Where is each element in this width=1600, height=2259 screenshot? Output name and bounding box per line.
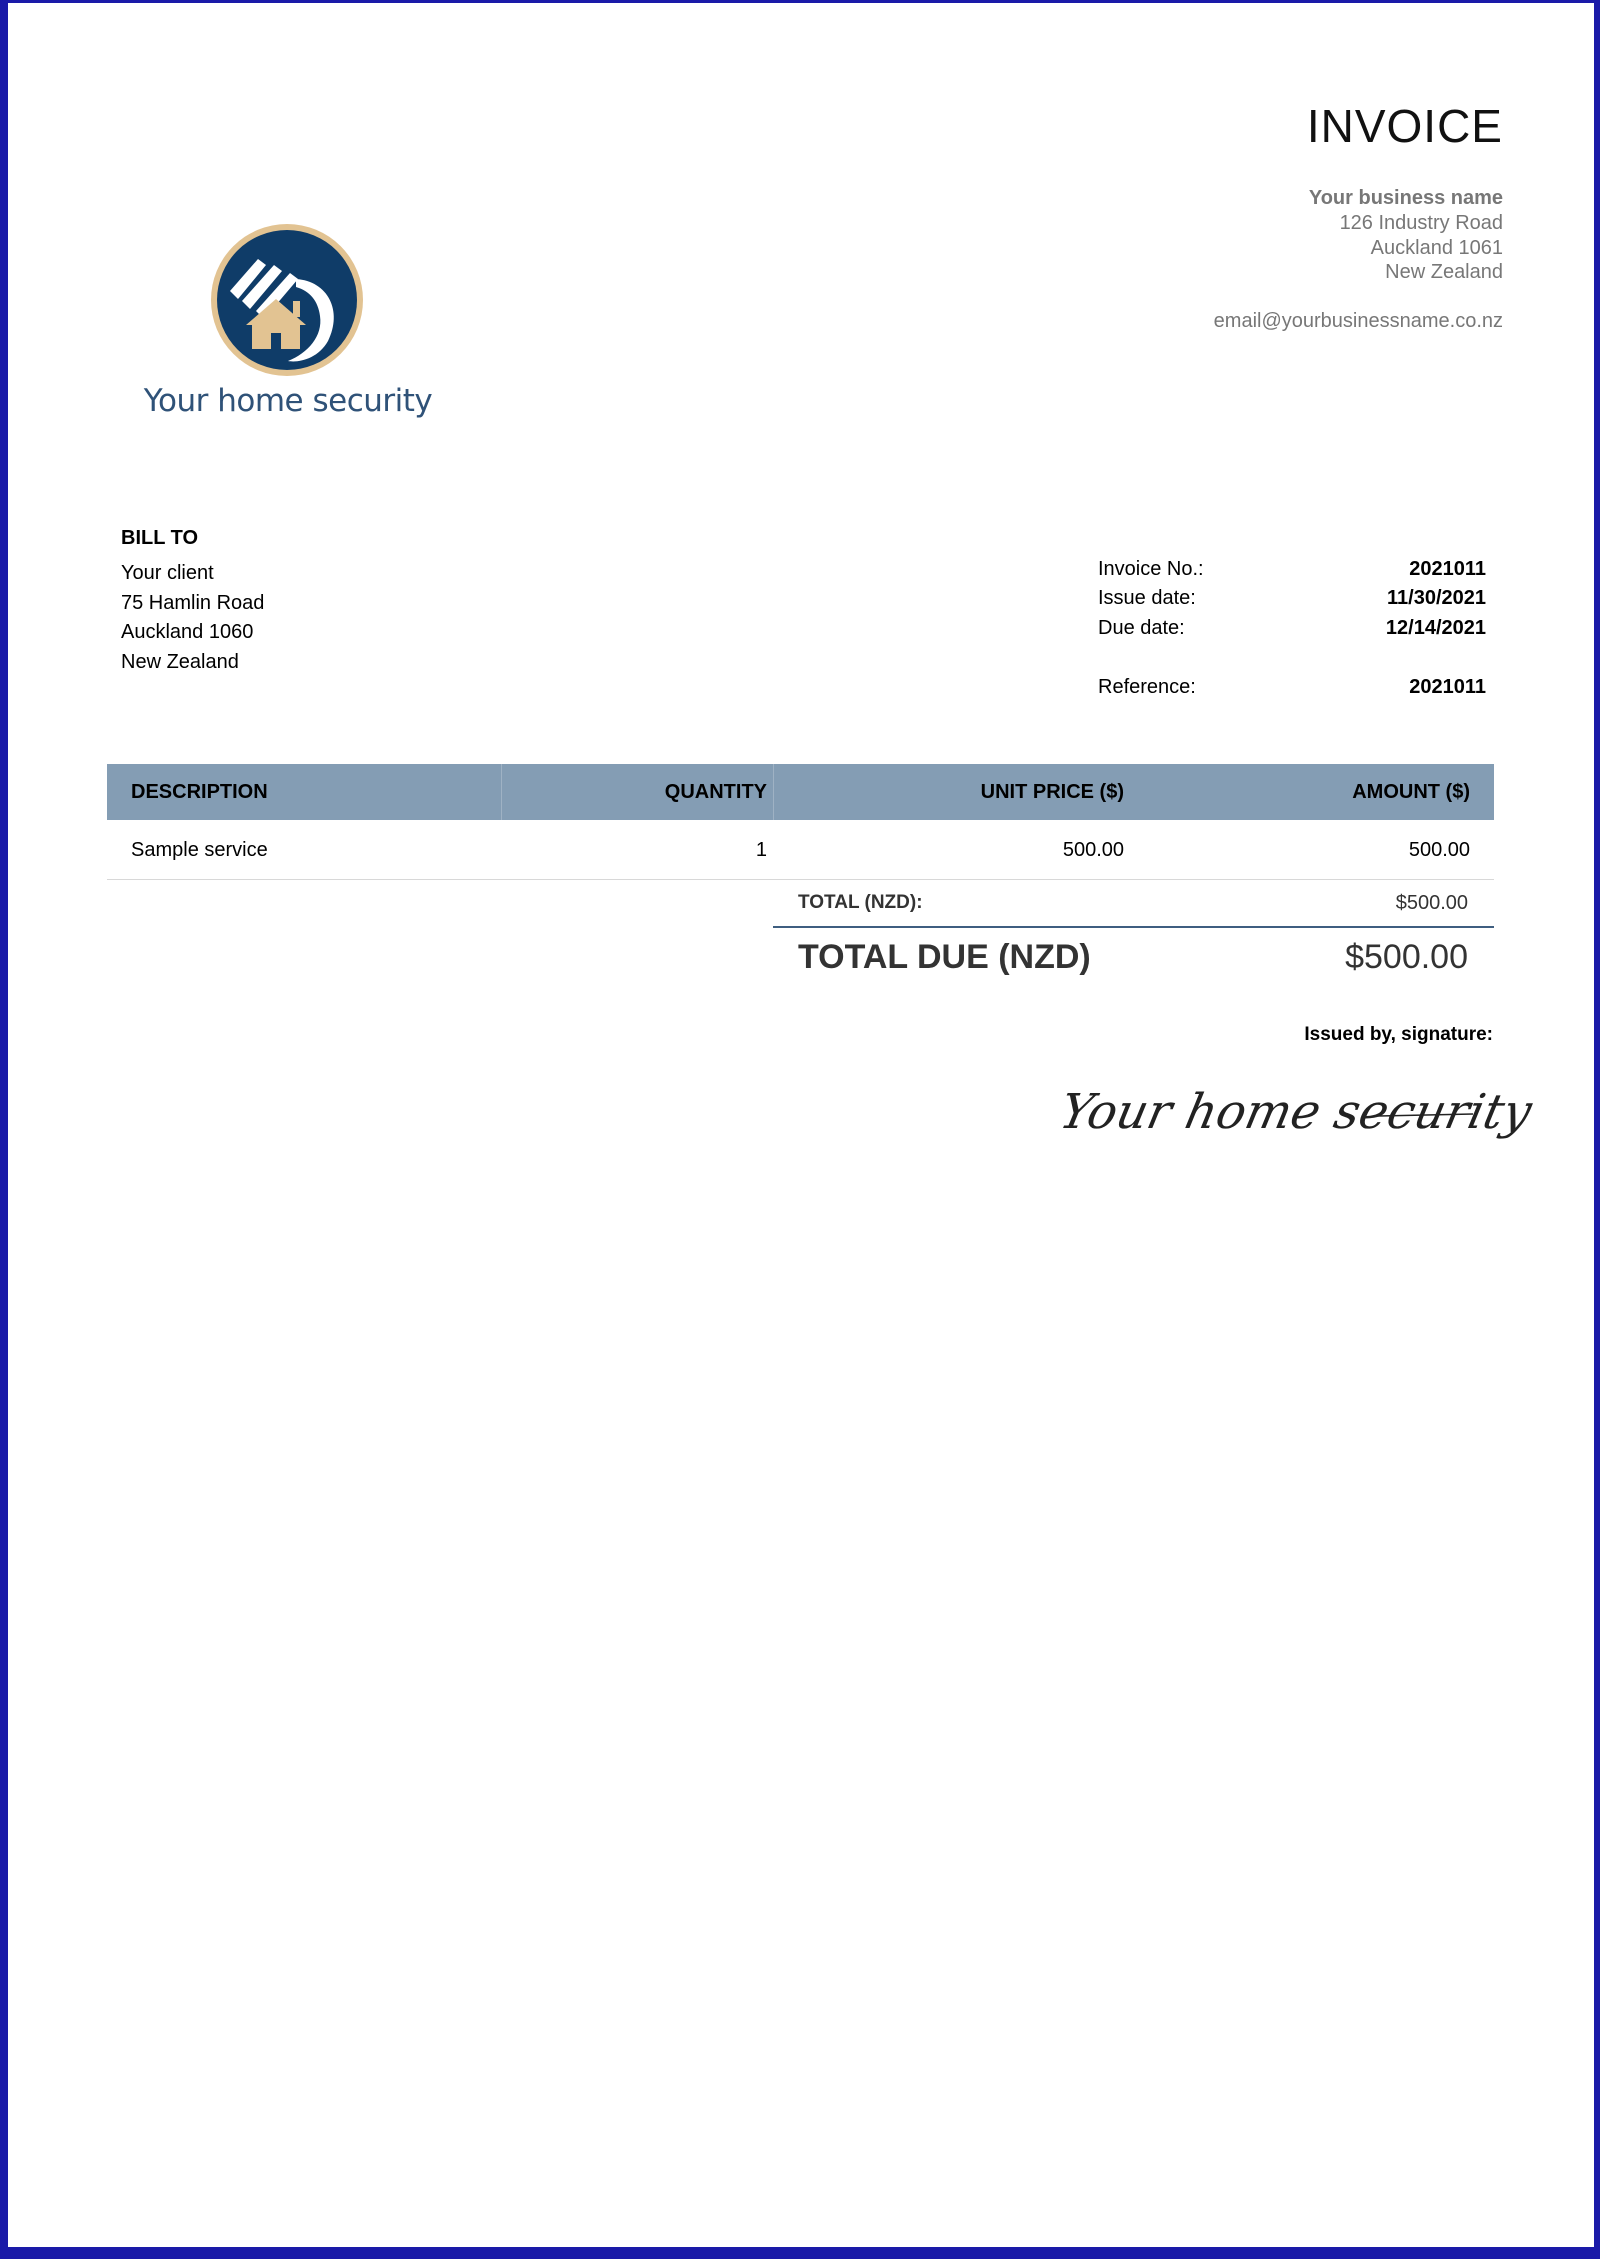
business-address-line: New Zealand xyxy=(1385,261,1503,283)
bill-to-line: New Zealand xyxy=(121,651,239,673)
signature-scribble-icon xyxy=(1048,1078,1537,1178)
svg-text:Your home security: Your home security xyxy=(1054,1084,1537,1140)
bill-to-line: Auckland 1060 xyxy=(121,621,254,643)
total-label: TOTAL (NZD): xyxy=(798,892,923,913)
shield-home-logo-icon xyxy=(138,221,438,381)
line-items-header xyxy=(107,764,1494,820)
column-header-description: DESCRIPTION xyxy=(131,781,268,803)
due-date-label: Due date: xyxy=(1098,617,1185,639)
reference-label: Reference: xyxy=(1098,676,1196,698)
business-name: Your business name xyxy=(1308,187,1503,209)
signature-label: Issued by, signature: xyxy=(1304,1024,1493,1045)
invoice-number-value: 2021011 xyxy=(1409,558,1486,580)
row-quantity: 1 xyxy=(755,839,767,861)
bill-to-line: 75 Hamlin Road xyxy=(121,592,265,614)
total-due-value: $500.00 xyxy=(1345,938,1468,976)
column-header-quantity: QUANTITY xyxy=(664,781,767,803)
business-address-line: Auckland 1061 xyxy=(1370,237,1503,259)
issue-date-value: 11/30/2021 xyxy=(1387,587,1486,609)
column-header-unit-price: UNIT PRICE ($) xyxy=(980,781,1124,803)
total-value: $500.00 xyxy=(1395,892,1468,914)
reference-value: 2021011 xyxy=(1409,676,1486,698)
issue-date-label: Issue date: xyxy=(1098,587,1196,609)
bill-to-line: Your client xyxy=(121,562,214,584)
invoice-title: INVOICE xyxy=(1306,100,1503,152)
row-unit-price: 500.00 xyxy=(1062,839,1124,861)
business-email: email@yourbusinessname.co.nz xyxy=(1213,310,1503,332)
logo-wordmark: Your home security xyxy=(143,383,433,419)
total-divider xyxy=(773,926,1494,928)
total-due-label: TOTAL DUE (NZD) xyxy=(798,938,1091,976)
business-address-line: 126 Industry Road xyxy=(1339,212,1503,234)
column-header-amount: AMOUNT ($) xyxy=(1352,781,1470,803)
row-amount: 500.00 xyxy=(1408,839,1470,861)
bill-to-heading: BILL TO xyxy=(121,527,199,549)
row-divider xyxy=(107,879,1494,880)
invoice-page xyxy=(8,3,1594,2247)
row-description: Sample service xyxy=(131,839,268,861)
due-date-value: 12/14/2021 xyxy=(1385,617,1486,639)
invoice-number-label: Invoice No.: xyxy=(1098,558,1204,580)
signature xyxy=(1048,1078,1537,1178)
